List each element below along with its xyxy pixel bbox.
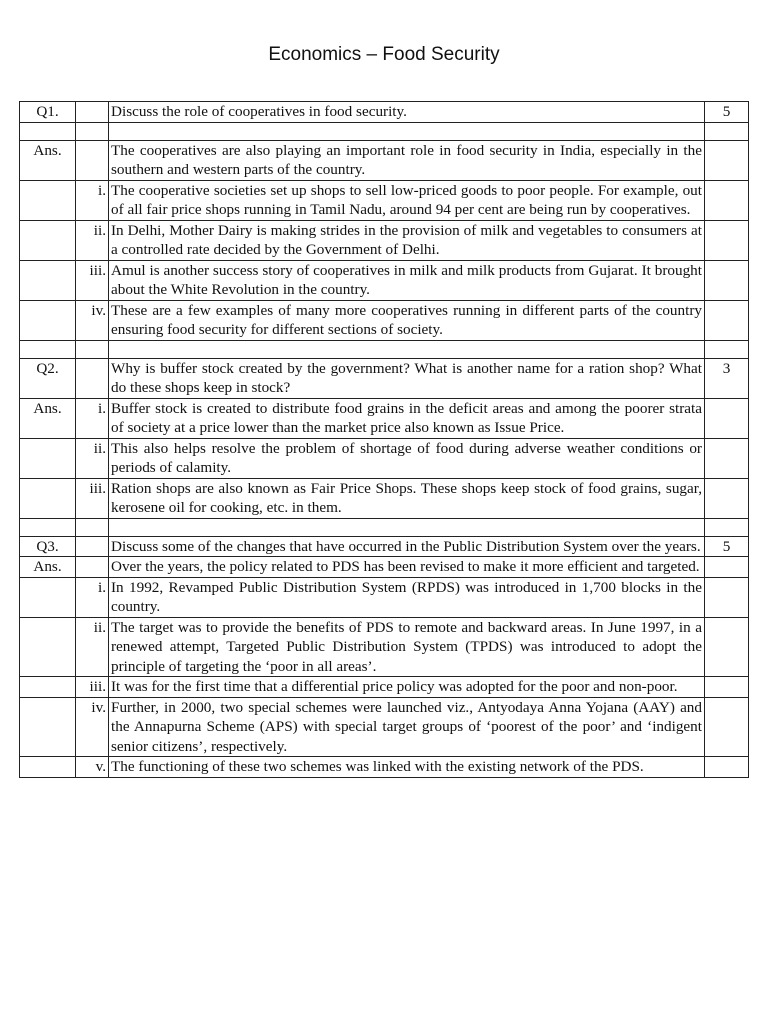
spacer-row xyxy=(20,518,749,536)
content-text-cell: It was for the first time that a differential price policy was adopted for the poor and non-poor. xyxy=(109,677,705,698)
spacer-cell xyxy=(705,340,749,358)
question-label-cell xyxy=(20,478,76,518)
question-label-cell xyxy=(20,438,76,478)
question-label-cell: Q2. xyxy=(20,358,76,398)
marks-cell: 3 xyxy=(705,358,749,398)
table-row xyxy=(20,617,749,677)
table-body xyxy=(20,102,749,778)
spacer-cell xyxy=(20,122,76,140)
content-text-cell: Ration shops are also known as Fair Price Shops. These shops keep stock of food grains, sugar, kerosene oil for cooking, etc. in them. xyxy=(109,478,705,518)
table-row xyxy=(20,577,749,617)
table-row xyxy=(20,398,749,438)
content-text-cell: This also helps resolve the problem of shortage of food during adverse weather conditions or periods of calamity. xyxy=(109,438,705,478)
sub-point-cell: iv. xyxy=(76,300,109,340)
sub-point-cell xyxy=(76,140,109,180)
spacer-cell xyxy=(705,518,749,536)
table-row xyxy=(20,260,749,300)
table-row xyxy=(20,300,749,340)
marks-cell xyxy=(705,398,749,438)
sub-point-cell: i. xyxy=(76,577,109,617)
spacer-cell xyxy=(76,340,109,358)
question-label-cell xyxy=(20,260,76,300)
question-label-cell xyxy=(20,677,76,698)
sub-point-cell: iii. xyxy=(76,260,109,300)
marks-cell: 5 xyxy=(705,102,749,123)
sub-point-cell: iii. xyxy=(76,478,109,518)
question-answer-table xyxy=(19,101,749,778)
sub-point-cell: v. xyxy=(76,757,109,778)
spacer-cell xyxy=(76,122,109,140)
sub-point-cell: ii. xyxy=(76,617,109,677)
table-row xyxy=(20,358,749,398)
spacer-cell xyxy=(109,340,705,358)
question-label-cell xyxy=(20,577,76,617)
sub-point-cell xyxy=(76,358,109,398)
question-label-cell: Q1. xyxy=(20,102,76,123)
sub-point-cell: iv. xyxy=(76,697,109,757)
marks-cell xyxy=(705,478,749,518)
marks-cell xyxy=(705,438,749,478)
marks-cell xyxy=(705,140,749,180)
question-label-cell xyxy=(20,300,76,340)
content-text-cell: Further, in 2000, two special schemes were launched viz., Antyodaya Anna Yojana (AAY) and the Annapurna Scheme (APS) with special target groups of ‘poorest of the poor’ and ‘indigent senior citizens’, respectively. xyxy=(109,697,705,757)
spacer-cell xyxy=(109,122,705,140)
sub-point-cell xyxy=(76,557,109,578)
sub-point-cell xyxy=(76,102,109,123)
table-row xyxy=(20,140,749,180)
question-label-cell: Q3. xyxy=(20,536,76,557)
marks-cell xyxy=(705,757,749,778)
sub-point-cell: i. xyxy=(76,398,109,438)
spacer-row xyxy=(20,340,749,358)
sub-point-cell: ii. xyxy=(76,438,109,478)
question-label-cell xyxy=(20,180,76,220)
sub-point-cell: i. xyxy=(76,180,109,220)
marks-cell: 5 xyxy=(705,536,749,557)
marks-cell xyxy=(705,180,749,220)
question-label-cell xyxy=(20,617,76,677)
content-text-cell: In Delhi, Mother Dairy is making strides in the provision of milk and vegetables to consumers at a controlled rate decided by the Government of Delhi. xyxy=(109,220,705,260)
table-row xyxy=(20,697,749,757)
spacer-row xyxy=(20,122,749,140)
table-row xyxy=(20,102,749,123)
sub-point-cell xyxy=(76,536,109,557)
content-text-cell: Why is buffer stock created by the government? What is another name for a ration shop? What do these shops keep in stock? xyxy=(109,358,705,398)
content-text-cell: Over the years, the policy related to PDS has been revised to make it more efficient and targeted. xyxy=(109,557,705,578)
content-text-cell: Buffer stock is created to distribute food grains in the deficit areas and among the poorer strata of society at a price lower than the market price also known as Issue Price. xyxy=(109,398,705,438)
table-row xyxy=(20,220,749,260)
table-row xyxy=(20,557,749,578)
marks-cell xyxy=(705,697,749,757)
spacer-cell xyxy=(109,518,705,536)
marks-cell xyxy=(705,557,749,578)
table-row xyxy=(20,478,749,518)
marks-cell xyxy=(705,260,749,300)
sub-point-cell: ii. xyxy=(76,220,109,260)
page-title: Economics – Food Security xyxy=(268,44,500,65)
content-text-cell: These are a few examples of many more cooperatives running in different parts of the country ensuring food security for different sections of society. xyxy=(109,300,705,340)
table-row xyxy=(20,677,749,698)
question-label-cell: Ans. xyxy=(20,557,76,578)
spacer-cell xyxy=(705,122,749,140)
content-text-cell: The cooperatives are also playing an important role in food security in India, especially in the southern and western parts of the country. xyxy=(109,140,705,180)
table-row xyxy=(20,536,749,557)
marks-cell xyxy=(705,577,749,617)
table-row xyxy=(20,757,749,778)
content-text-cell: Amul is another success story of cooperatives in milk and milk products from Gujarat. It brought about the White Revolution in the country. xyxy=(109,260,705,300)
content-text-cell: Discuss some of the changes that have occurred in the Public Distribution System over the years. xyxy=(109,536,705,557)
content-text-cell: The cooperative societies set up shops to sell low-priced goods to poor people. For example, out of all fair price shops running in Tamil Nadu, around 94 per cent are being run by cooperatives. xyxy=(109,180,705,220)
marks-cell xyxy=(705,300,749,340)
spacer-cell xyxy=(20,340,76,358)
question-label-cell: Ans. xyxy=(20,398,76,438)
sub-point-cell: iii. xyxy=(76,677,109,698)
table-row xyxy=(20,438,749,478)
marks-cell xyxy=(705,220,749,260)
question-label-cell xyxy=(20,220,76,260)
content-text-cell: The target was to provide the benefits of PDS to remote and backward areas. In June 1997, in a renewed attempt, Targeted Public Distribution System (TPDS) was introduced to adopt the principle of targeting the ‘poor in all areas’. xyxy=(109,617,705,677)
question-label-cell xyxy=(20,757,76,778)
question-label-cell: Ans. xyxy=(20,140,76,180)
content-text-cell: Discuss the role of cooperatives in food security. xyxy=(109,102,705,123)
marks-cell xyxy=(705,617,749,677)
spacer-cell xyxy=(76,518,109,536)
spacer-cell xyxy=(20,518,76,536)
question-label-cell xyxy=(20,697,76,757)
marks-cell xyxy=(705,677,749,698)
content-text-cell: In 1992, Revamped Public Distribution System (RPDS) was introduced in 1,700 blocks in the country. xyxy=(109,577,705,617)
content-text-cell: The functioning of these two schemes was linked with the existing network of the PDS. xyxy=(109,757,705,778)
table-row xyxy=(20,180,749,220)
